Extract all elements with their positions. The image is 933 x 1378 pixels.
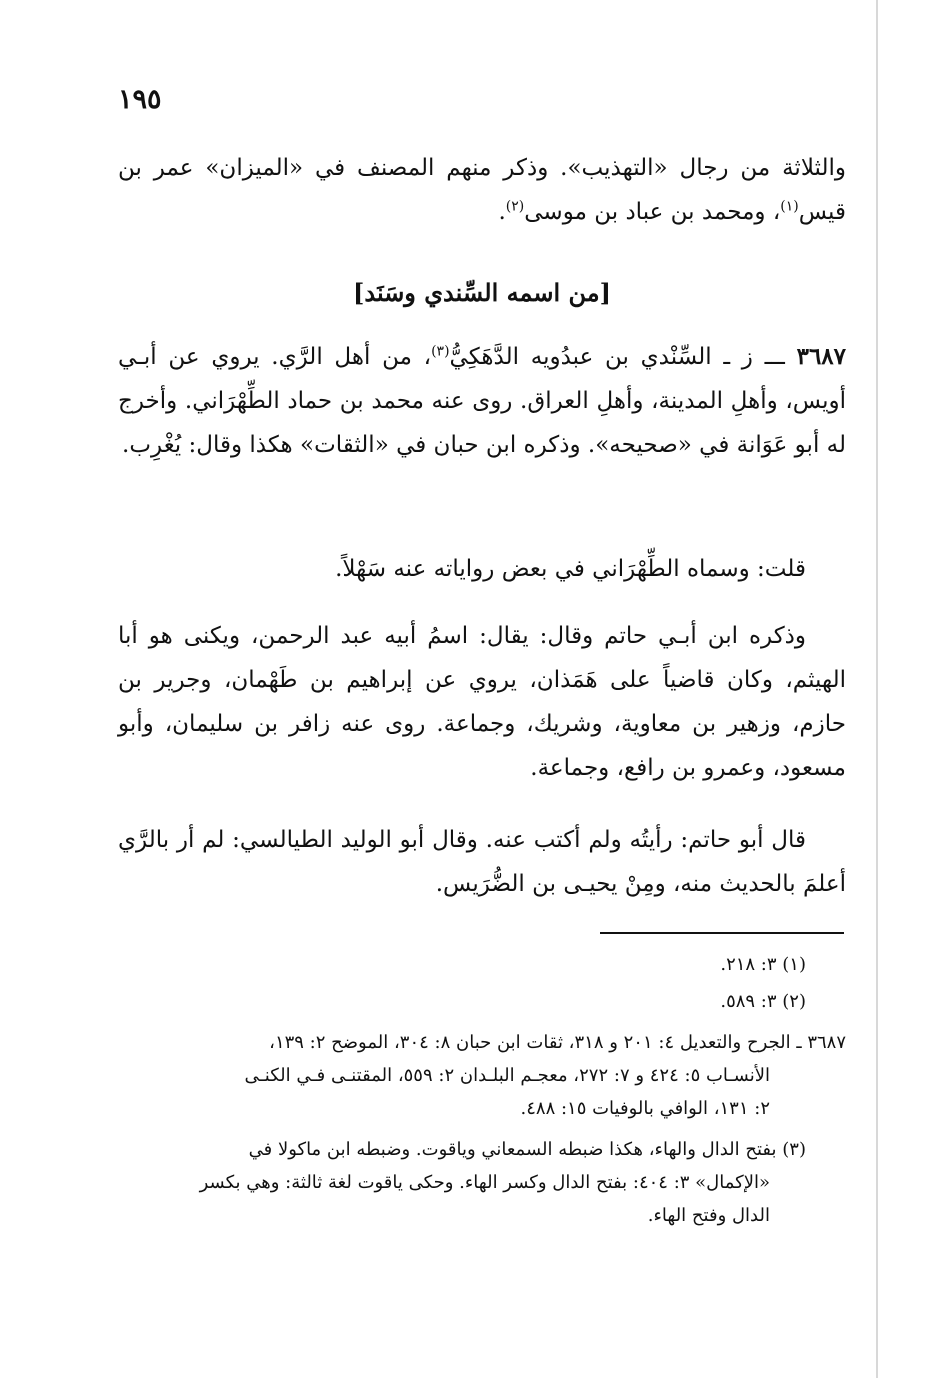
footnote-ref-2[interactable]: (٢): [505, 198, 525, 215]
paragraph-2-text: قلت: وسماه الطِّهْرَاني في بعض رواياته عنه سَهْلاً.: [335, 556, 806, 582]
footnote-3-line-3: الدال وفتح الهاء.: [647, 1205, 770, 1226]
entry-name: ز ـ السِّنْدي بن عبدُويه الدَّهَكِيُّ: [449, 344, 753, 370]
intro-text-mid: ، ومحمد بن عباد بن موسى: [524, 199, 781, 225]
entry-dash: ـــ: [764, 344, 785, 370]
paragraph-4: [118, 818, 846, 906]
entry-paragraph: [118, 335, 846, 467]
entry-text: ، من أهل الرَّي. يروي عن أبـي أويس، وأهلِ المدينة، وأهلِ العراق. روى عنه محمد بن حماد الطِّهْرَاني. وأخرج له أبو عَوَانة في «صحيحه». وذكره ابن حبان في «الثقات» هكذا وقال: يُغْرِب.: [118, 344, 846, 458]
footnotes: [118, 948, 846, 1232]
paragraph-2: [118, 547, 846, 591]
footnote-ref-3[interactable]: (٣): [431, 343, 450, 360]
page-number: ١٩٥: [118, 84, 162, 115]
page-edge-line: [876, 0, 878, 1378]
paragraph-4-text: قال أبو حاتم: رأيتُه ولم أكتب عنه. وقال أبو الوليد الطيالسي: لم أر بالرَّي أعلمَ بالحديث منه، ومِنْ يحيـى بن الضُّرَيس.: [118, 827, 846, 897]
footnote-entry-line-3: ٢: ١٣١، الوافي بالوفيات ١٥: ٤٨٨.: [520, 1098, 770, 1119]
intro-text-end: .: [498, 199, 506, 225]
footnote-1: (١) ٣: ٢١٨.: [720, 954, 806, 975]
footnote-3-line-2: «الإكمال» ٣: ٤٠٤: بفتح الدال وكسر الهاء. وحكى ياقوت لغة ثالثة: وهي بكسر: [199, 1172, 770, 1193]
intro-paragraph: [118, 146, 846, 234]
paragraph-3: [118, 614, 846, 790]
footnote-2: (٢) ٣: ٥٨٩.: [720, 991, 806, 1012]
footnote-ref-1[interactable]: (١): [780, 198, 799, 215]
paragraph-3-text: وذكره ابن أبـي حاتم وقال: يقال: اسمُ أبيه عبد الرحمن، ويكنى هو أبا الهيثم، وكان قاضياً على هَمَذان، يروي عن إبراهيم بن طَهْمان، وجرير بن حازم، وزهير بن معاوية، وشريك، وجماعة. روى عنه زافر بن سليمان، وأبو مسعود، وعمرو بن رافع، وجماعة.: [118, 623, 846, 781]
footnote-3-line-1: (٣) بفتح الدال والهاء، هكذا ضبطه السمعاني وياقوت. وضبطه ابن ماكولا في: [248, 1139, 806, 1160]
footnote-entry-line-1: ٣٦٨٧ ـ الجرح والتعديل ٤: ٢٠١ و ٣١٨، ثقات ابن حبان ٨: ٣٠٤، الموضح ٢: ١٣٩،: [269, 1032, 846, 1053]
footnote-entry-line-2: الأنسـاب ٥: ٤٢٤ و ٧: ٢٧٢، معجـم البلـدان ٢: ٥٥٩، المقتنـى فـي الكنـى: [244, 1065, 770, 1086]
footnote-separator: [600, 932, 844, 934]
section-heading: [من اسمه السِّندي وسَنَد]: [353, 278, 611, 307]
intro-text: والثلاثة من رجال «التهذيب». وذكر منهم المصنف في «الميزان» عمر بن قيس: [118, 155, 846, 225]
entry-number: ٣٦٨٧: [796, 343, 847, 370]
